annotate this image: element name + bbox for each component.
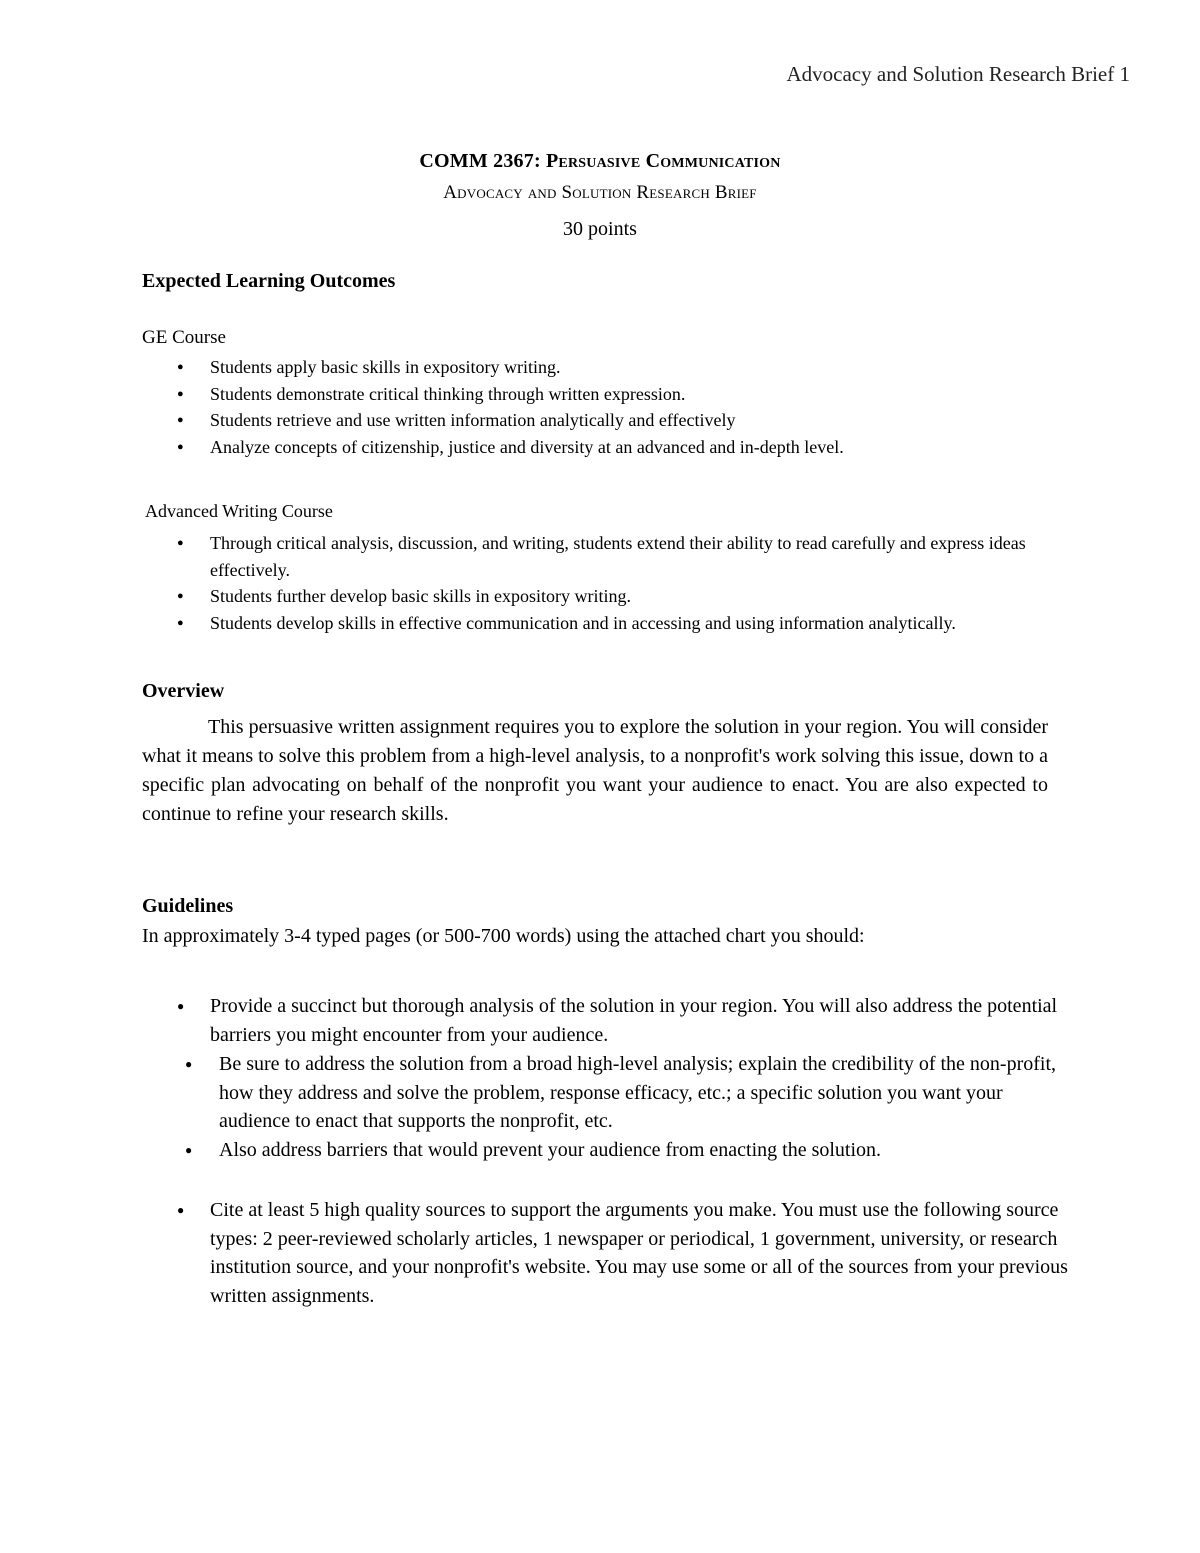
ge-outcomes-list (142, 354, 1042, 460)
list-item: ● Students retrieve and use written information analytically and effectively (142, 407, 1042, 434)
list-item: ● Analyze concepts of citizenship, justice and diversity at an advanced and in-depth level. (142, 434, 1042, 461)
guidelines-list-2 (142, 1196, 1072, 1310)
overview-paragraph: This persuasive written assignment requires you to explore the solution in your region. You will consider what it means to solve this problem from a high-level analysis, to a nonprofit's work solving this issue, down to a specific plan advocating on behalf of the nonprofit you want your audience to enact. You are also expected to continue to refine your research skills. (142, 716, 1048, 825)
list-item: ● Provide a succinct but thorough analysis of the solution in your region. You will also address the potential barriers you might encounter from your audience. (142, 992, 1072, 1049)
outcomes-heading: Expected Learning Outcomes (142, 270, 396, 292)
title-block (0, 146, 1200, 241)
ge-course-label: GE Course (142, 327, 226, 348)
list-item: ● Also address barriers that would prevent your audience from enacting the solution. (142, 1136, 1072, 1165)
list-item: ● Students demonstrate critical thinking through written expression. (142, 381, 1042, 408)
running-head: Advocacy and Solution Research Brief 1 (786, 62, 1130, 86)
guidelines-sub-list (142, 1050, 1072, 1164)
course-title: COMM 2367: Persuasive Communication (419, 150, 781, 172)
assignment-title: Advocacy and Solution Research Brief (443, 182, 757, 203)
list-item: ● Cite at least 5 high quality sources to support the arguments you make. You must use the following source types: 2 peer-reviewed scholarly articles, 1 newspaper or periodical, 1 government, university, or research institution source, and your nonprofit's website. You may use some or all of the sources from your previous written assignments. (142, 1196, 1072, 1310)
points-value: 30 points (563, 218, 637, 240)
list-item: ● Students apply basic skills in expository writing. (142, 354, 1042, 381)
guidelines-list-1 (142, 992, 1072, 1049)
list-item: ● Students develop skills in effective communication and in accessing and using information analytically. (142, 610, 1042, 637)
guidelines-intro: In approximately 3-4 typed pages (or 500-700 words) using the attached chart you should: (142, 925, 865, 947)
advanced-outcomes-list (142, 530, 1042, 636)
guidelines-heading: Guidelines (142, 895, 234, 917)
list-item: ● Through critical analysis, discussion, and writing, students extend their ability to read carefully and express ideas effectively. (142, 530, 1042, 583)
list-item: ● Students further develop basic skills in expository writing. (142, 583, 1042, 610)
advanced-course-label: Advanced Writing Course (145, 501, 333, 521)
overview-heading: Overview (142, 680, 225, 702)
list-item: ● Be sure to address the solution from a broad high-level analysis; explain the credibility of the non-profit, how they address and solve the problem, response efficacy, etc.; a specific solution you want your audience to enact that supports the nonprofit, etc. (142, 1050, 1072, 1136)
